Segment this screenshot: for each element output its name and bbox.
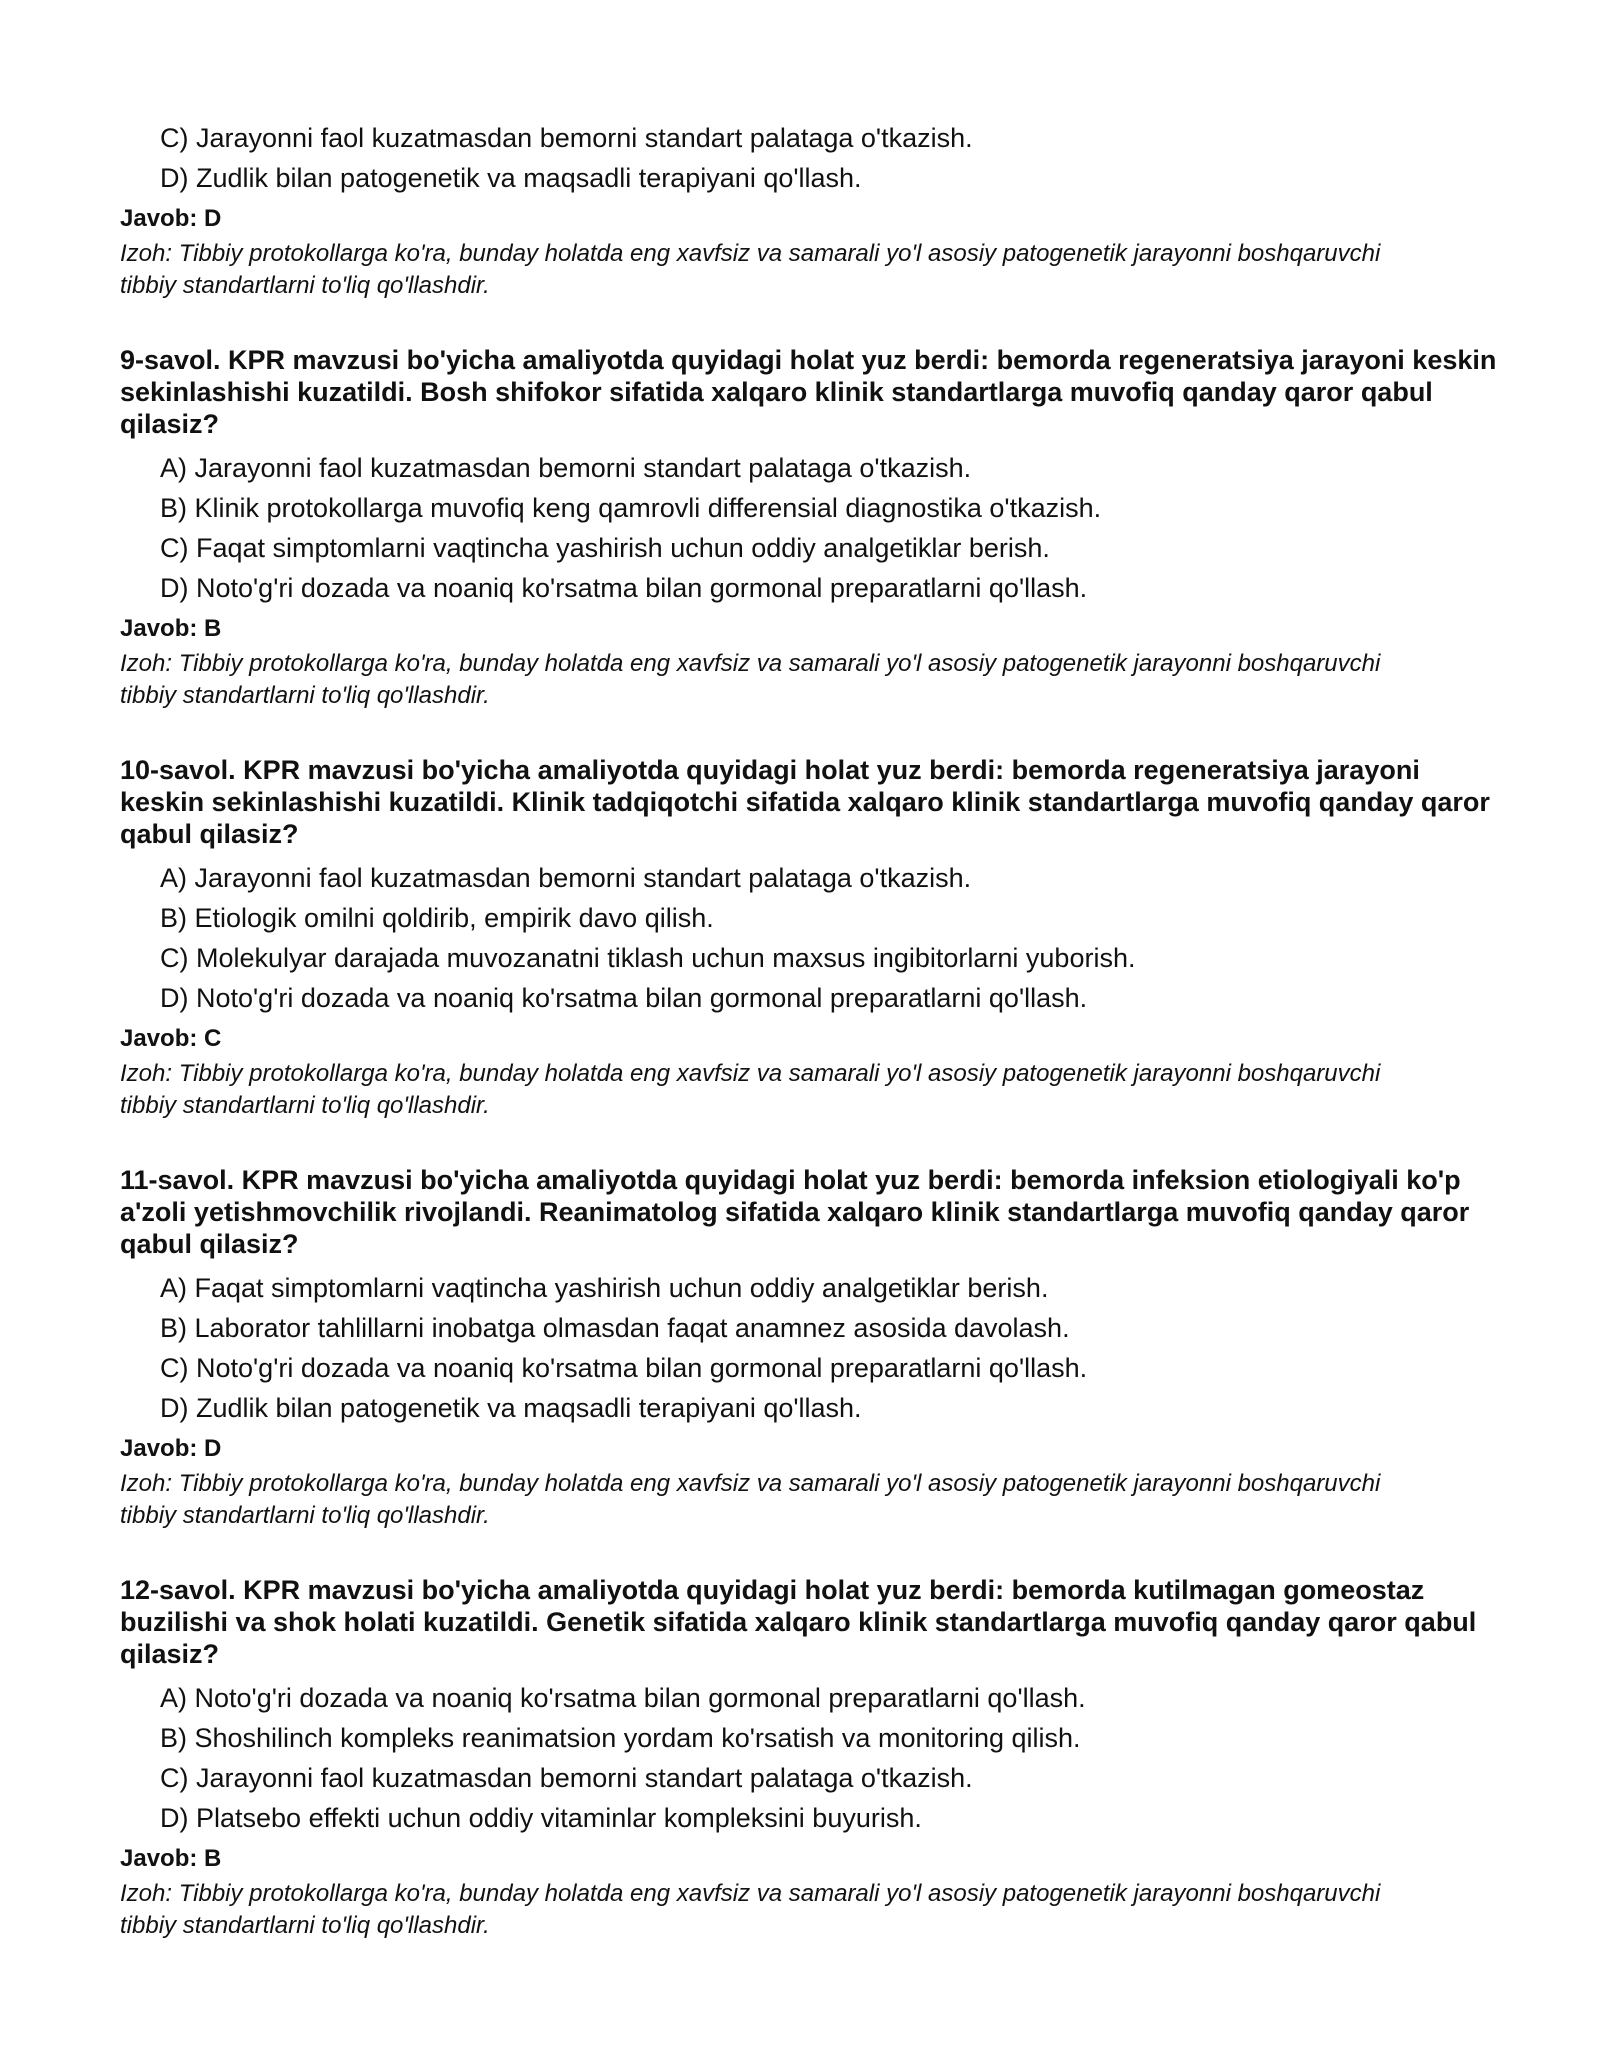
question-text: 11-savol. KPR mavzusi bo'yicha amaliyotda quyidagi holat yuz berdi: bemorda infeksion etiologiyali ko'p a'zoli yetishmovchilik rivojlandi. Reanimatolog sifatida xalqaro klinik standartlarga muvofiq qanday qaror qabul qilasiz? [120,1165,1470,1259]
document-page [120,118,1500,1942]
answer-label: Javob: B [120,615,222,642]
question-text: 12-savol. KPR mavzusi bo'yicha amaliyotda quyidagi holat yuz berdi: bemorda kutilmagan gomeostaz buzilishi va shok holati kuzatildi. Genetik sifatida xalqaro klinik standartlarga muvofiq qanday qaror qabul qilasiz? [120,1575,1477,1669]
options-list [120,448,1500,608]
options-list [120,118,1500,198]
option-d: D) Noto'g'ri dozada va noaniq ko'rsatma bilan gormonal preparatlarni qo'llash. [160,573,1088,603]
answer-label: Javob: D [120,1435,222,1462]
explanation-note: Izoh: Tibbiy protokollarga ko'ra, bunday holatda eng xavfsiz va samarali yo'l asosiy patogenetik jarayonni boshqaruvchi tibbiy standartlarni to'liq qo'llashdir. [120,1880,1381,1939]
option-b: B) Klinik protokollarga muvofiq keng qamrovli differensial diagnostika o'tkazish. [160,493,1102,523]
question-text: 10-savol. KPR mavzusi bo'yicha amaliyotda quyidagi holat yuz berdi: bemorda regeneratsiya jarayoni keskin sekinlashishi kuzatildi. Klinik tadqiqotchi sifatida xalqaro klinik standartlarga muvofiq qanday qaror qabul qilasiz? [120,755,1490,849]
option-a: A) Faqat simptomlarni vaqtincha yashirish uchun oddiy analgetiklar berish. [160,1273,1049,1303]
explanation-note: Izoh: Tibbiy protokollarga ko'ra, bunday holatda eng xavfsiz va samarali yo'l asosiy patogenetik jarayonni boshqaruvchi tibbiy standartlarni to'liq qo'llashdir. [120,650,1381,709]
option-b: B) Shoshilinch kompleks reanimatsion yordam ko'rsatish va monitoring qilish. [160,1723,1081,1753]
option-d: D) Zudlik bilan patogenetik va maqsadli terapiyani qo'llash. [160,1393,862,1423]
option-a: A) Noto'g'ri dozada va noaniq ko'rsatma bilan gormonal preparatlarni qo'llash. [160,1683,1086,1713]
option-d: D) Zudlik bilan patogenetik va maqsadli terapiyani qo'llash. [160,163,862,193]
question-11 [120,1164,1500,1532]
option-a: A) Jarayonni faol kuzatmasdan bemorni standart palataga o'tkazish. [160,863,972,893]
question-8-continuation [120,118,1500,302]
options-list [120,1268,1500,1428]
answer-label: Javob: B [120,1845,222,1872]
answer-label: Javob: C [120,1025,222,1052]
option-c: C) Noto'g'ri dozada va noaniq ko'rsatma bilan gormonal preparatlarni qo'llash. [160,1353,1088,1383]
option-d: D) Noto'g'ri dozada va noaniq ko'rsatma bilan gormonal preparatlarni qo'llash. [160,983,1088,1013]
answer-label: Javob: D [120,205,222,232]
explanation-note: Izoh: Tibbiy protokollarga ko'ra, bunday holatda eng xavfsiz va samarali yo'l asosiy patogenetik jarayonni boshqaruvchi tibbiy standartlarni to'liq qo'llashdir. [120,240,1381,299]
option-a: A) Jarayonni faol kuzatmasdan bemorni standart palataga o'tkazish. [160,453,972,483]
question-12 [120,1574,1500,1942]
question-9 [120,344,1500,712]
question-10 [120,754,1500,1122]
options-list [120,1678,1500,1838]
option-c: C) Jarayonni faol kuzatmasdan bemorni standart palataga o'tkazish. [160,1763,973,1793]
option-c: C) Molekulyar darajada muvozanatni tiklash uchun maxsus ingibitorlarni yuborish. [160,943,1136,973]
option-c: C) Jarayonni faol kuzatmasdan bemorni standart palataga o'tkazish. [160,123,973,153]
option-b: B) Etiologik omilni qoldirib, empirik davo qilish. [160,903,714,933]
option-b: B) Laborator tahlillarni inobatga olmasdan faqat anamnez asosida davolash. [160,1313,1070,1343]
question-text: 9-savol. KPR mavzusi bo'yicha amaliyotda quyidagi holat yuz berdi: bemorda regeneratsiya jarayoni keskin sekinlashishi kuzatildi. Bosh shifokor sifatida xalqaro klinik standartlarga muvofiq qanday qaror qabul qilasiz? [120,345,1497,439]
options-list [120,858,1500,1018]
explanation-note: Izoh: Tibbiy protokollarga ko'ra, bunday holatda eng xavfsiz va samarali yo'l asosiy patogenetik jarayonni boshqaruvchi tibbiy standartlarni to'liq qo'llashdir. [120,1060,1381,1119]
option-c: C) Faqat simptomlarni vaqtincha yashirish uchun oddiy analgetiklar berish. [160,533,1050,563]
explanation-note: Izoh: Tibbiy protokollarga ko'ra, bunday holatda eng xavfsiz va samarali yo'l asosiy patogenetik jarayonni boshqaruvchi tibbiy standartlarni to'liq qo'llashdir. [120,1470,1381,1529]
option-d: D) Platsebo effekti uchun oddiy vitaminlar kompleksini buyurish. [160,1803,922,1833]
